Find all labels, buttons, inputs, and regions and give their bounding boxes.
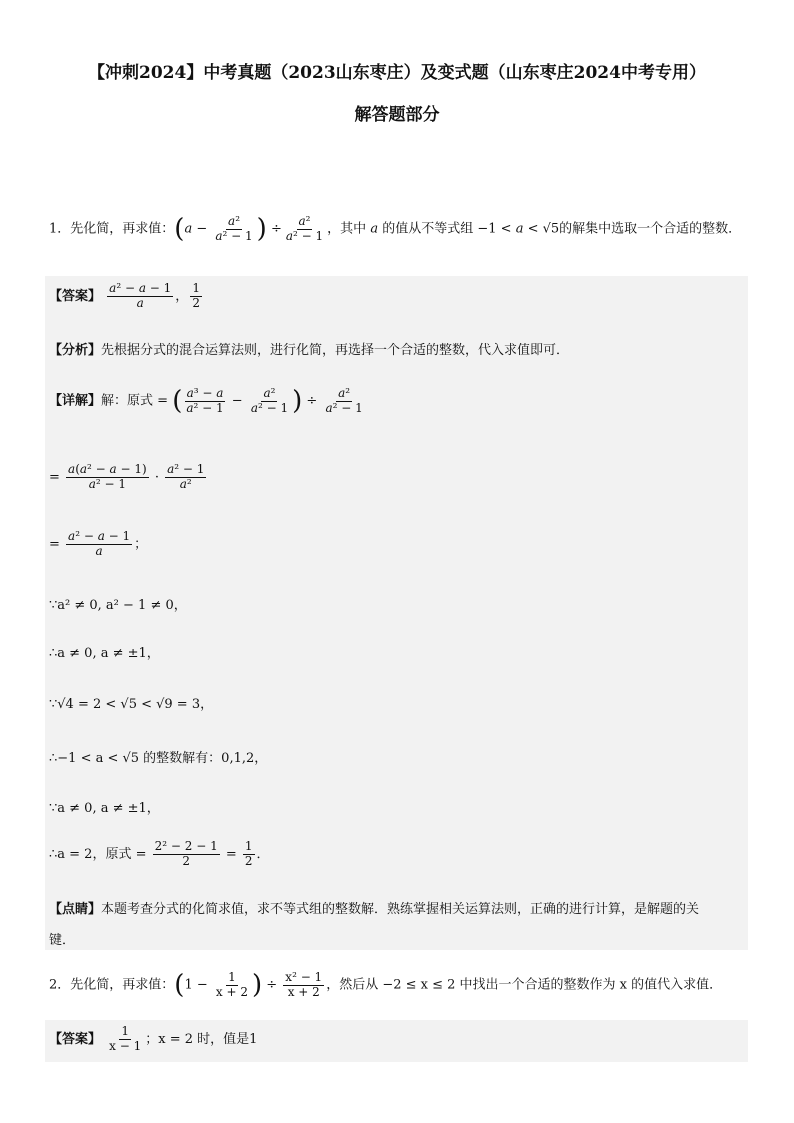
detail-1-step5: ∴a ≠ 0, a ≠ ±1， [49, 646, 160, 661]
detail-1-step7: ∴−1 < a < √5 的整数解有：0,1,2， [49, 751, 268, 766]
answer-1: 【答案】 $\frac{\text{a² − a − 1}}{a}$ ， $\frac{1}{2}$ [49, 281, 200, 310]
detail-1-step9: ∴a = 2，原式 = $\frac{\text{2² − 2 − 1}}{2}$ = $\frac{1}{2}$ ． [49, 839, 270, 868]
detail-1-step4: ∵a² ≠ 0, a² − 1 ≠ 0， [49, 598, 187, 613]
page-subtitle: 解答题部分 [354, 105, 440, 125]
page-title: 【冲刺2024】中考真题（2023山东枣庄）及变式题（山东枣庄2024中考专用） [88, 63, 706, 83]
answer-2: 【答案】 $\frac{1}{x - 1}$ ；x = 2 时，值是1 [49, 1024, 258, 1053]
detail-1-step1: 【详解】解：原式 = ( $\frac{\text{a³ − a}}{\text{a² − 1}}$ − $\frac{\text{a²}}{\text{a² − 1}}$ ) ÷ $\frac{\text{a²}}{\text{a² − 1}}$ [49, 385, 363, 416]
analysis-1: 【分析】先根据分式的混合运算法则，进行化简，再选择一个合适的整数，代入求值即可． [49, 343, 570, 358]
comment-1-cont: 键． [49, 933, 76, 948]
comment-1: 【点睛】本题考查分式的化简求值，求不等式组的整数解．熟练掌握相关运算法则，正确的进行计算，是解题的关 [49, 902, 700, 917]
detail-1-step6: ∵√4 = 2 < √5 < √9 = 3， [49, 697, 214, 712]
question-1-stem: 1．先化简，再求值：(a − $\frac{\text{a²}}{\text{a² − 1}}$ ) ÷ $\frac{\text{a²}}{\text{a² − 1}}$ ，其中 a 的值从不等式组 −1 < a < √5的解集中选取一个合适的整数． [49, 213, 742, 244]
detail-1-step3: = $\frac{\text{a² − a − 1}}{a}$ ； [49, 529, 148, 558]
question-2-stem: 2．先化简，再求值：(1 − $\frac{1}{x + 2}$ ) ÷ $\frac{\text{x² − 1}}{x + 2}$ ，然后从 −2 ≤ x ≤ 2 中找出一个合适的整数作为 x 的值代入求值． [49, 969, 723, 1000]
detail-1-step2: = $\frac{\text{a(a² − a − 1)}}{\text{a² − 1}}$ · $\frac{\text{a² − 1}}{\text{a²}}$ [49, 462, 205, 491]
detail-1-step8: ∵a ≠ 0, a ≠ ±1， [49, 801, 160, 816]
